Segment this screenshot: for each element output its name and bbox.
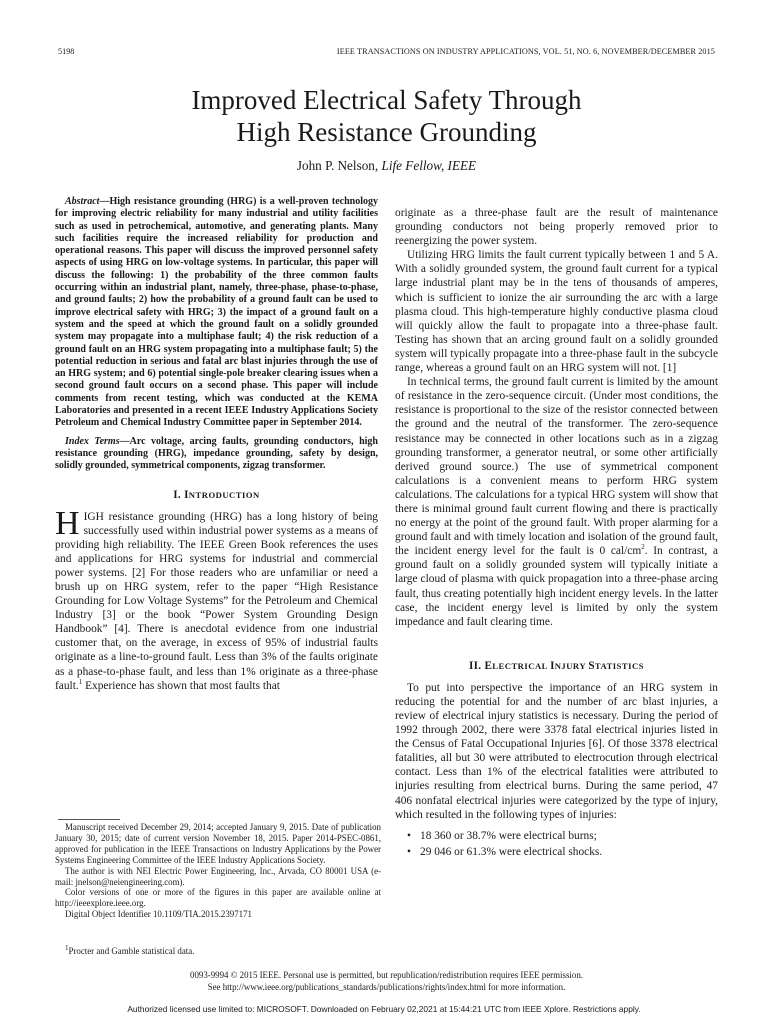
doi: Digital Object Identifier 10.1109/TIA.2015.2397171 (65, 909, 252, 920)
right-column (395, 206, 718, 861)
manuscript-note: Manuscript received December 29, 2014; accepted January 9, 2015. Date of publication January 30, 2015; date of current version November 18, 2015. Paper 2014-PSEC-0861, approved for publication in the IEEE Transactions on Industry Applications by the Power Systems Engineering Committee of the IEEE Industry Applications Society. (55, 822, 381, 865)
paragraph-continued: originate as a three-phase fault are the result of maintenance grounding conductors not being properly removed prior to reenergizing the power system. (395, 207, 718, 248)
license-footer: Authorized licensed use limited to: MICROSOFT. Downloaded on February 02,2021 at 15:44:21 UTC from IEEE Xplore. Restrictions apply. (127, 1004, 641, 1014)
copyright-notice (58, 969, 715, 993)
abstract (55, 196, 378, 430)
left-column (55, 196, 378, 693)
journal-header: IEEE TRANSACTIONS ON INDUSTRY APPLICATIONS, VOL. 51, NO. 6, NOVEMBER/DECEMBER 2015 (336, 47, 715, 56)
footnote-mark: 1 (78, 677, 83, 686)
section-heading-introduction: I. INTRODUCTION (173, 488, 260, 501)
title-line-2: High Resistance Grounding (236, 117, 537, 147)
bullet-dot: • (407, 846, 411, 859)
copyright-line-2: See http://www.ieee.org/publications_standards/publications/rights/index.html for more information. (207, 982, 566, 992)
author-name: John P. Nelson, (296, 158, 379, 173)
paragraph-injury-statistics: To put into perspective the importance of an HRG system in reducing the potential for and the number of arc blast injuries, a review of electrical injury statistics is necessary. During the period of 1992 through 2002, there were 3378 fatal electrical injuries listed in the Census of Fatal Occupational Injuries [6]. Of those 3378 electrical fatalities, all but 30 were attributed to electrocution through electrical contact. Less than 1% of the electrical fatalities were attributed to injuries resulting from electrical burns. During the same period, 47 406 nonfatal electrical injuries were categorized by the type of injury, which resulted in the following types of injuries: (395, 681, 718, 821)
color-note: Color versions of one or more of the figures in this paper are available online at http://ieeexplore.ieee.org. (55, 887, 381, 909)
bullet-item: • 29 046 or 61.3% were electrical shocks. (395, 844, 718, 861)
copyright-line-1: 0093-9994 © 2015 IEEE. Personal use is permitted, but republication/redistribution requires IEEE permission. (190, 970, 583, 980)
abstract-label: Abstract (65, 196, 100, 207)
running-header (58, 47, 715, 59)
author-affiliation: The author is with NEI Electric Power Engineering, Inc., Arvada, CO 80001 USA (e-mail: jnelson@neiengineering.com). (55, 865, 381, 887)
footnote-1: $^1$Procter and Gamble statistical data. (65, 944, 195, 956)
index-terms (55, 436, 378, 473)
page-number: 5198 (58, 47, 75, 56)
paper-title (58, 84, 715, 148)
paragraph-hrg-limits: Utilizing HRG limits the fault current typically between 1 and 5 A. With a solidly grounded system, the ground fault current for a typical large industrial plant may be in the tens of thousands of amperes, which is sufficient to ionize the air surrounding the arc with a large plasma cloud. This high-temperature highly conductive plasma cloud will quickly allow the fault to propagate into a three-phase fault. Testing has shown that an arcing ground fault on a solidly grounded system will typically propagate into a three-phase fault in the subcycle range, whereas a ground fault on an HRG system will not. [1] (395, 249, 718, 375)
author-grade: Life Fellow, IEEE (381, 158, 477, 173)
drop-cap: H (55, 504, 80, 542)
paragraph-technical-terms: In technical terms, the ground fault current is limited by the amount of resistance in the zero-sequence circuit. (Under most conditions, the resistance is proportional to the size of the resistor connected between the ground and the neutral of the transformer. The zero-sequence resistance may be connected in other locations such as in a zigzag grounding transformer, a generator neutral, or some other artificially derived ground source.) The use of symmetrical component calculations is a convenient means to perform HRG system calculations. The calculations for a typical HRG system will show that there is minimal ground fault current flowing and there is practically no energy at the point of the ground fault. With proper alarming for a ground fault and with timely location and isolation of the ground fault, the incident energy level for the fault is 0 cal/$cm^2$. In contrast, a ground fault on a solidly grounded system will typically initiate a large cloud of plasma with quick propagation into a three-phase arcing fault, thus creating potentially high incident energy levels. In the latter case, the incident energy level is limited by only the system impedance and fault clearing time. (395, 376, 718, 628)
abstract-text: —High resistance grounding (HRG) is a well-proven technology for improving electric reliability for many industrial and utility facilities such as used in petrochemical, automotive, and generating plants. Many such facilities require the increased reliability for production and operational reasons. This paper will discuss the improved personnel safety aspects of using HRG on low-voltage systems. In particular, this paper will discuss the following: 1) the probability of the three common faults occurring within an industrial plant, namely, three-phase, phase-to-phase, and ground faults; 2) how the probability of a ground fault can be used to improve electrical safety with HRG; 3) the impact of a ground fault on a system and the speed at which the ground fault on a solidly grounded system may propagate into a multiphase fault; 4) the risk reduction of a ground fault on an HRG system propagating into a multiphase fault; 5) the potential reduction in serious and fatal arc blast injuries through the use of an HRG system; and 6) potential single-pole breaker clearing issues when a second ground fault occurs on a second phase. This paper will include comments from recent testing, which was conducted at the KEMA Laboratories and presented in a recent IEEE Industry Applications Society Petroleum and Chemical Industry Committee paper in September 2014. (55, 196, 378, 429)
intro-paragraph: HIGH resistance grounding (HRG) has a long history of being successfully used within industrial power systems as a means of providing high reliability. The IEEE Green Book references the uses and applications for HRG systems for industrial and commercial power systems. [2] For those readers who are unfamiliar or need a brush up on HRG system, refer to the paper “High Resistance Grounding for Low Voltage Systems” for the Petroleum and Chemical Industry [3] or the book “Power System Grounding Design Handbook” [4]. There is anecdotal evidence from one industrial customer that, on the average, in excess of 95% of industrial faults originate as a line-to-ground fault. Less than 3% of the faults originate as a phase-to-phase fault, and less than 1% originate as a three-phase fault.$^1$ Experience has shown that most faults that (55, 504, 378, 692)
index-terms-label: Index Terms (65, 435, 120, 447)
section-heading-electrical-injury-statistics: II. ELECTRICAL INJURY STATISTICS (469, 659, 644, 672)
title-line-1: Improved Electrical Safety Through (191, 85, 582, 115)
index-terms-text: —Arc voltage, arcing faults, grounding conductors, high resistance grounding (HRG), impedance grounding, safety by design, solidly grounded, symmetrical components, zigzag transformer. (55, 435, 378, 472)
injury-bullet-list (395, 828, 718, 861)
footnote-rule (58, 819, 120, 820)
author-line (58, 158, 715, 174)
bullet-dot: • (407, 829, 411, 842)
footnotes (55, 822, 381, 920)
bullet-item: • 18 360 or 38.7% were electrical burns; (395, 828, 718, 845)
